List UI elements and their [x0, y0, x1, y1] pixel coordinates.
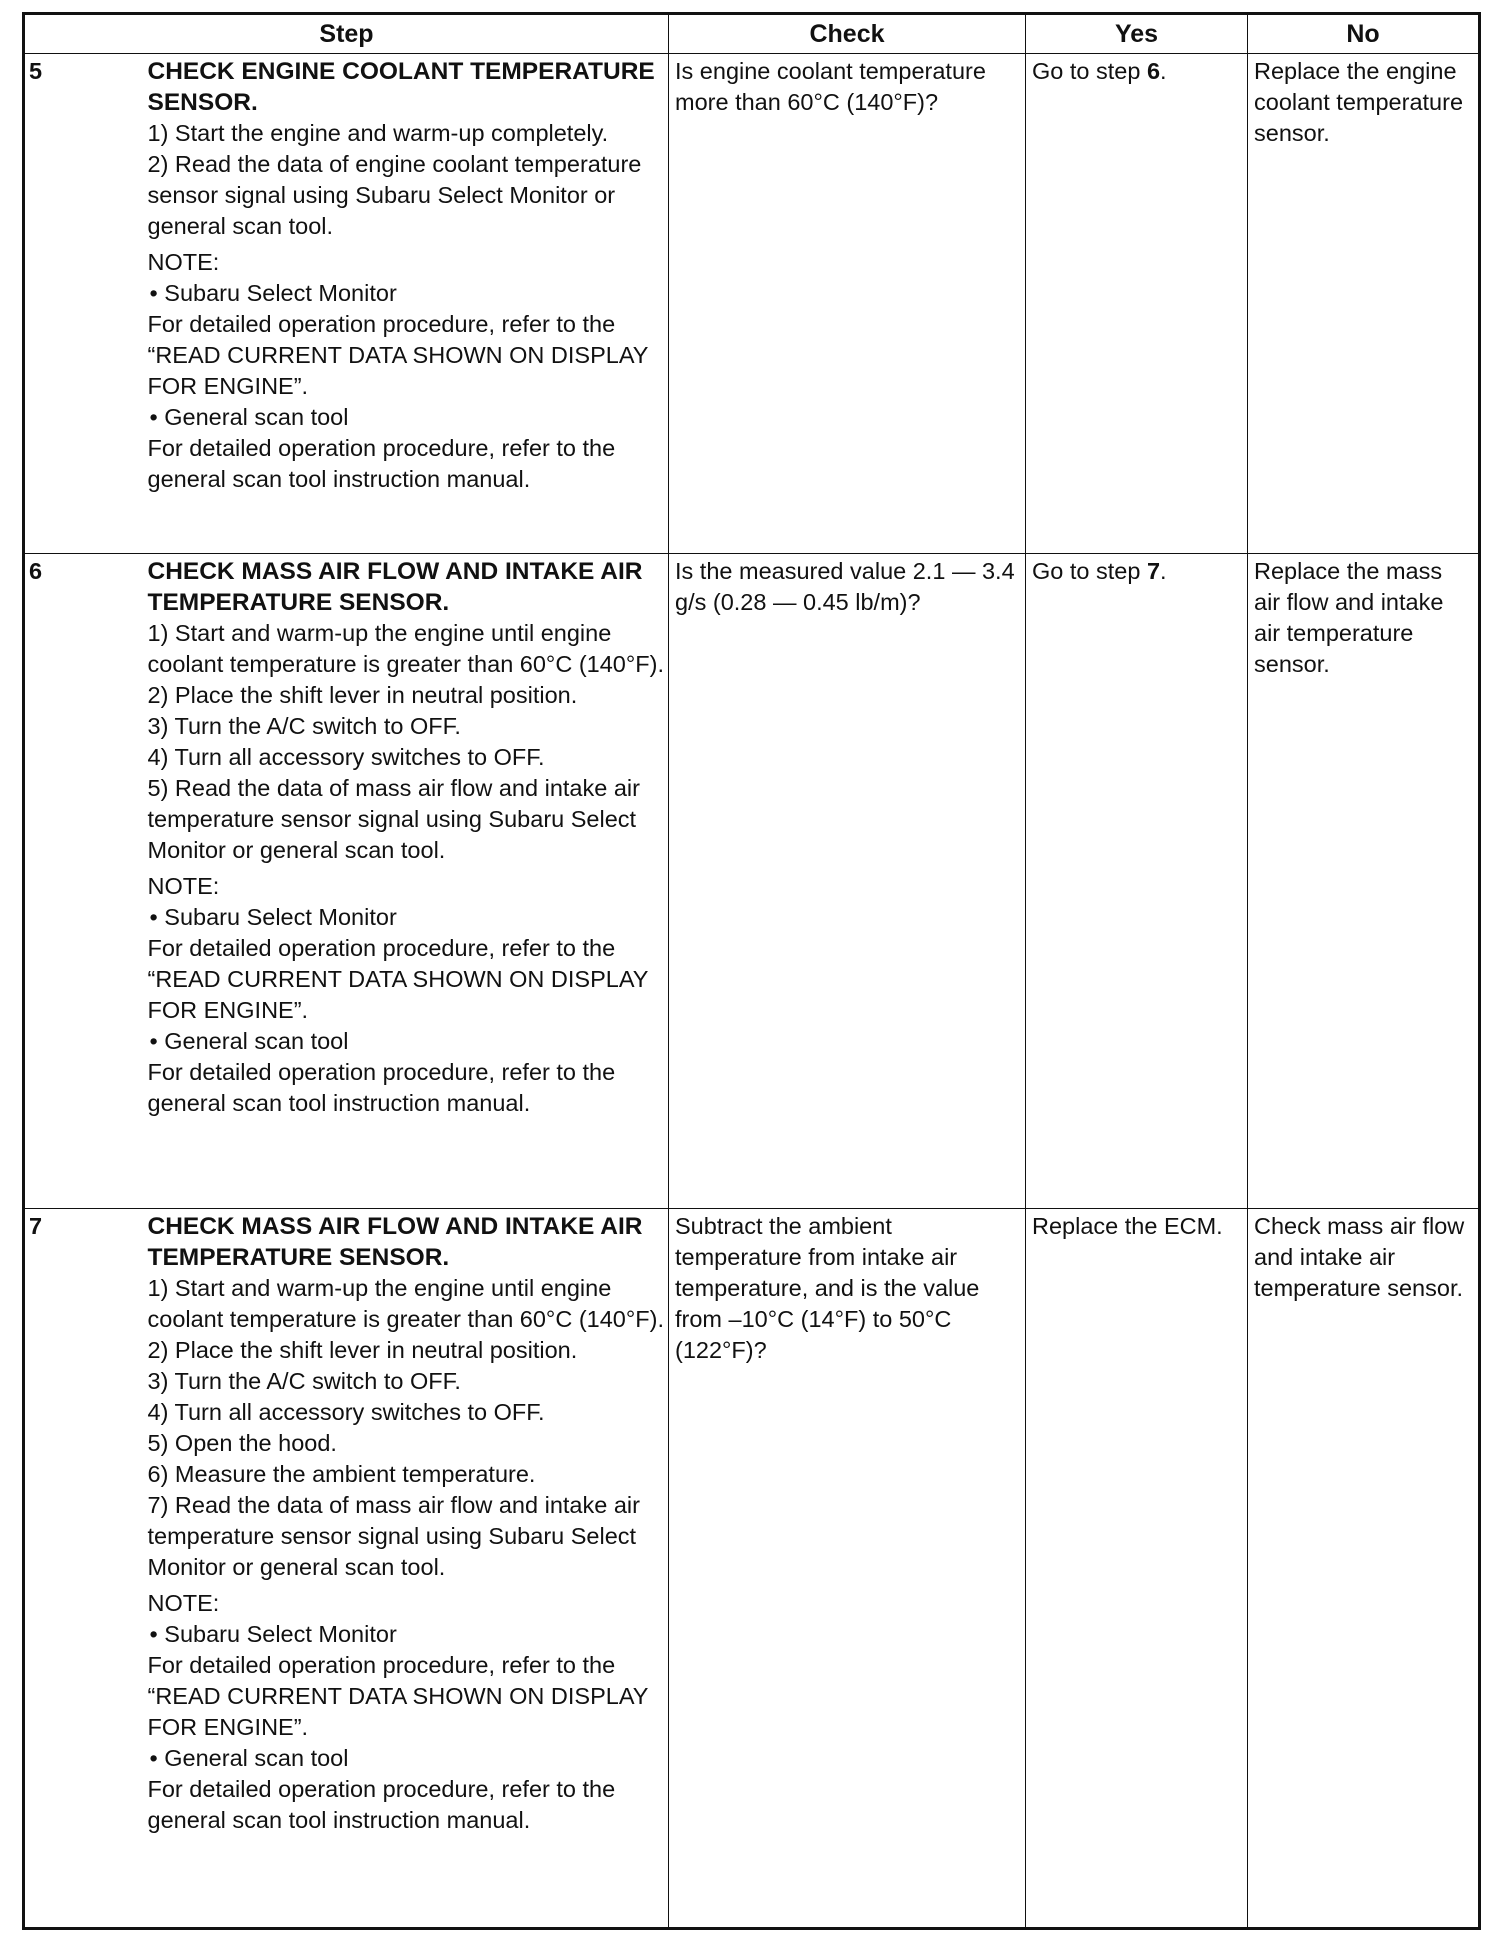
header-no: No: [1248, 14, 1480, 54]
note-text: For detailed operation procedure, refer to the general scan tool instruction manual.: [147, 1776, 616, 1833]
note-block: [148, 1588, 665, 1836]
instruction-item: 4) Turn all accessory switches to OFF.: [147, 1399, 545, 1425]
note-block: [148, 247, 665, 495]
note-block: [148, 871, 665, 1119]
instruction-item: 3) Turn the A/C switch to OFF.: [147, 1368, 461, 1394]
note-label: NOTE:: [147, 1590, 220, 1616]
table-row: [24, 54, 1480, 554]
yes-suffix: .: [1160, 58, 1167, 84]
instruction-item: 5) Read the data of mass air flow and intake air temperature sensor signal using Subaru Select Monitor or general scan tool.: [147, 775, 640, 863]
note-text: For detailed operation procedure, refer to the “READ CURRENT DATA SHOWN ON DISPLAY FOR ENGINE”.: [147, 935, 649, 1023]
note-bullet: • General scan tool: [148, 1743, 665, 1774]
header-yes: Yes: [1026, 14, 1248, 54]
instruction-item: 2) Read the data of engine coolant temperature sensor signal using Subaru Select Monitor or general scan tool.: [147, 151, 642, 239]
step-title: CHECK ENGINE COOLANT TEMPERATURE SENSOR.: [147, 58, 655, 116]
note-label: NOTE:: [147, 249, 220, 275]
instruction-item: 3) Turn the A/C switch to OFF.: [147, 713, 461, 739]
instruction-item: 7) Read the data of mass air flow and intake air temperature sensor signal using Subaru Select Monitor or general scan tool.: [147, 1492, 640, 1580]
step-reference: 6: [1146, 58, 1161, 84]
check-cell: Is the measured value 2.1 — 3.4 g/s (0.28 — 0.45 lb/m)?: [669, 554, 1026, 1209]
step-title: CHECK MASS AIR FLOW AND INTAKE AIR TEMPERATURE SENSOR.: [147, 558, 643, 616]
note-text: For detailed operation procedure, refer to the “READ CURRENT DATA SHOWN ON DISPLAY FOR ENGINE”.: [147, 311, 649, 399]
note-text: For detailed operation procedure, refer to the general scan tool instruction manual.: [147, 435, 616, 492]
header-row: [24, 14, 1480, 54]
note-text: For detailed operation procedure, refer to the general scan tool instruction manual.: [147, 1059, 616, 1116]
step-number: 6: [24, 554, 142, 1209]
instruction-item: 1) Start and warm-up the engine until engine coolant temperature is greater than 60°C (140°F).: [147, 1275, 664, 1332]
step-description: [142, 54, 669, 554]
note-bullet: • Subaru Select Monitor: [148, 278, 665, 309]
note-bullet: • General scan tool: [148, 1026, 665, 1057]
yes-cell: [1026, 554, 1248, 1209]
yes-suffix: .: [1160, 558, 1167, 584]
step-instructions: [148, 1273, 665, 1583]
yes-text: Go to step: [1032, 558, 1147, 584]
step-number: 5: [24, 54, 142, 554]
header-check: Check: [669, 14, 1026, 54]
step-description: [142, 554, 669, 1209]
note-bullet: • Subaru Select Monitor: [148, 1619, 665, 1650]
check-cell: Is engine coolant temperature more than 60°C (140°F)?: [669, 54, 1026, 554]
no-cell: Replace the mass air flow and intake air temperature sensor.: [1248, 554, 1480, 1209]
instruction-item: 6) Measure the ambient temperature.: [147, 1461, 536, 1487]
step-title: CHECK MASS AIR FLOW AND INTAKE AIR TEMPERATURE SENSOR.: [147, 1213, 643, 1271]
diagnostic-table: [22, 12, 1481, 1930]
instruction-item: 5) Open the hood.: [147, 1430, 337, 1456]
step-instructions: [148, 118, 665, 242]
check-cell: Subtract the ambient temperature from intake air temperature, and is the value from –10°C (14°F) to 50°C (122°F)?: [669, 1209, 1026, 1929]
table-row: [24, 1209, 1480, 1929]
instruction-item: 4) Turn all accessory switches to OFF.: [147, 744, 545, 770]
header-step: Step: [24, 14, 669, 54]
step-instructions: [148, 618, 665, 866]
yes-text: Go to step: [1032, 58, 1147, 84]
yes-cell: Replace the ECM.: [1026, 1209, 1248, 1929]
note-label: NOTE:: [147, 873, 220, 899]
note-text: For detailed operation procedure, refer to the “READ CURRENT DATA SHOWN ON DISPLAY FOR ENGINE”.: [147, 1652, 649, 1740]
instruction-item: 1) Start the engine and warm-up completely.: [147, 120, 609, 146]
no-cell: Replace the engine coolant temperature sensor.: [1248, 54, 1480, 554]
step-description: [142, 1209, 669, 1929]
instruction-item: 2) Place the shift lever in neutral position.: [147, 1337, 578, 1363]
instruction-item: 1) Start and warm-up the engine until engine coolant temperature is greater than 60°C (140°F).: [147, 620, 664, 677]
note-bullet: • Subaru Select Monitor: [148, 902, 665, 933]
table-row: [24, 554, 1480, 1209]
yes-cell: [1026, 54, 1248, 554]
step-reference: 7: [1146, 558, 1161, 584]
note-bullet: • General scan tool: [148, 402, 665, 433]
step-number: 7: [24, 1209, 142, 1929]
instruction-item: 2) Place the shift lever in neutral position.: [147, 682, 578, 708]
no-cell: Check mass air flow and intake air temperature sensor.: [1248, 1209, 1480, 1929]
